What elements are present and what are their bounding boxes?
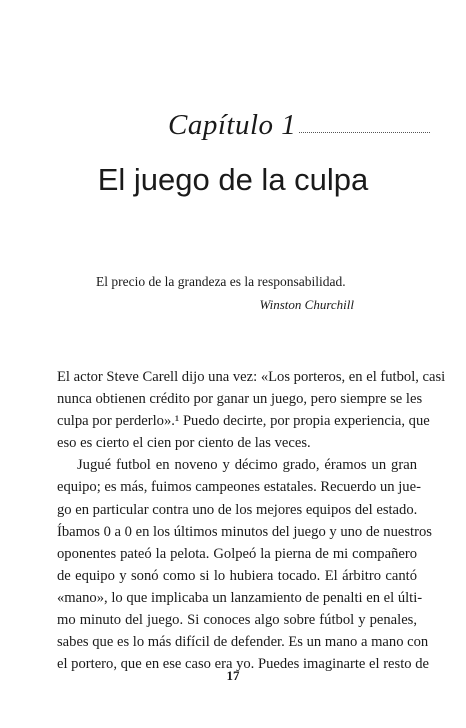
text-line: de equipo y sonó como si lo hubiera tocado. El árbitro cantó [57,567,417,584]
text-line: oponentes pateó la pelota. Golpeó la pierna de mi compañero [57,545,417,562]
chapter-label: Capítulo 1 [168,109,297,141]
text-line: sabes que es lo más difícil de defender. Es un mano a mano con [57,634,429,651]
chapter-leader-dots [299,132,430,133]
text-line: eso es cierto el cien por ciento de las veces. [57,435,311,452]
epigraph-author: Winston Churchill [259,297,354,312]
text-line: Jugué futbol en noveno y décimo grado, éramos un gran [77,457,417,474]
paragraph-1 [57,366,446,454]
text-line: «mano», lo que implicaba un lanzamiento de penalti en el últi- [57,589,423,606]
text-line: el portero, que en ese caso era yo. Puedes imaginarte el resto de [57,656,429,673]
text-line: El actor Steve Carell dijo una vez: «Los porteros, en el futbol, casi [57,369,446,385]
text-line: mo minuto del juego. Si conoces algo sobre fútbol y penales, [57,612,417,629]
epigraph-quote: El precio de la grandeza es la responsabilidad. [96,274,346,289]
text-line: equipo; es más, fuimos campeones estatales. Recuerdo un jue- [57,479,421,496]
paragraph-2 [57,454,432,675]
page-number: 17 [226,668,240,683]
text-line: go en particular contra uno de los mejores equipos del estado. [57,501,418,518]
chapter-title: El juego de la culpa [97,162,369,197]
body-text [57,366,446,675]
text-line: culpa por perderlo».¹ Puedo decirte, por propia experiencia, que [57,413,430,430]
text-line: Íbamos 0 a 0 en los últimos minutos del juego y uno de nuestros [57,523,432,540]
chapter-heading [168,100,430,140]
text-line: nunca obtienen crédito por ganar un juego, pero siempre se les [57,391,423,408]
